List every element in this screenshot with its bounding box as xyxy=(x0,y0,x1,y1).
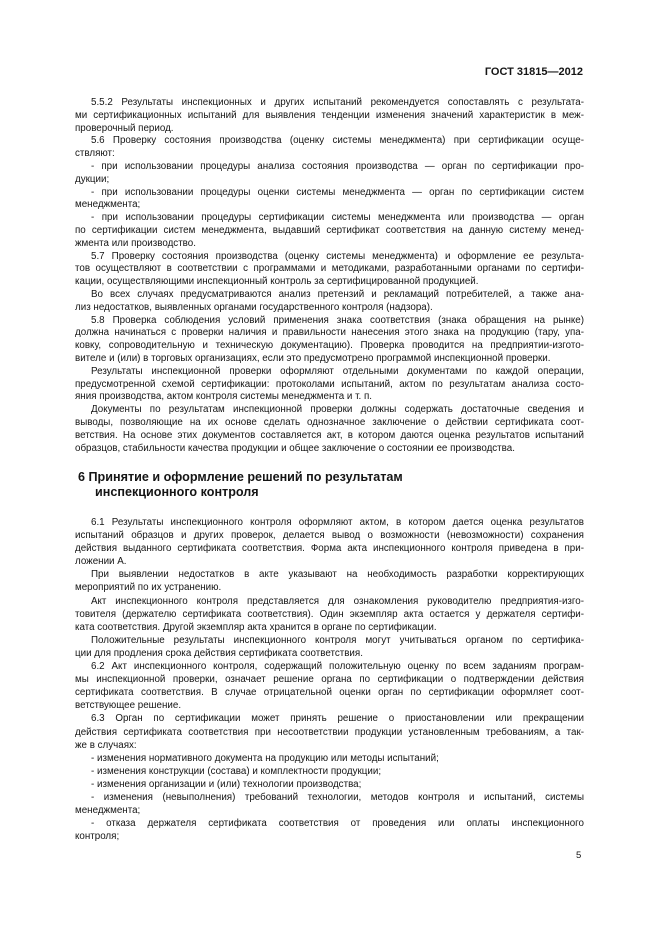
paragraph-line: мероприятий по их устранению. xyxy=(75,582,222,594)
list-item-line: - при использовании процедуры сертификации системы менеджмента или производства — орган xyxy=(91,212,584,224)
list-item-line: - отказа держателя сертификата соответствия от проведения или оплаты инспекционного xyxy=(91,818,584,830)
paragraph-line: Результаты инспекционной проверки оформляют отдельными документами по каждой операции, xyxy=(91,365,584,377)
list-item-line: менеджмента; xyxy=(75,805,141,817)
paragraph-line: товителя (держателю сертификата соответствия). Один экземпляр акта остается у держателя сертифи- xyxy=(75,608,584,620)
paragraph-line: При выявлении недостатков в акте указывают на необходимость разработки корректирующих xyxy=(91,569,584,581)
section-6-heading xyxy=(78,470,578,500)
list-item-line: жмента или производство. xyxy=(75,237,196,249)
paragraph-line: образцов, стабильности качества продукции и общее заключение о состоянии ее производства. xyxy=(75,442,515,454)
paragraph-line: должна начинаться с проверки наличия и правильности нанесения этого знака на продукцию (тару, упа- xyxy=(75,327,584,339)
section-5-continuation xyxy=(75,97,584,455)
list-item-line: контроля; xyxy=(75,831,120,843)
paragraph-line: Во всех случаях предусматриваются анализ претензий и рекламаций потребителей, а также ана- xyxy=(91,288,584,300)
paragraph-line: же в случаях: xyxy=(75,739,137,751)
paragraph-line: выводы, позволяющие на их основе сделать однозначное заключение о действии сертификата соот- xyxy=(75,416,584,428)
paragraph-line: 5.7 Проверку состояния производства (оценку системы менеджмента) и оформление ее результа- xyxy=(91,250,584,262)
paragraph-line: Положительные результаты инспекционного контроля могут учитываться органом по сертифика- xyxy=(91,634,584,646)
paragraph-line: ковку, сопроводительную и техническую документацию). Проверка проводится на предприятии-изгото- xyxy=(75,340,584,352)
list-item-line: менеджмента; xyxy=(75,199,141,211)
paragraph-line: 5.6 Проверку состояния производства (оценку системы менеджмента) при сертификации осуще- xyxy=(91,135,584,147)
paragraph-line: действия сертификата соответствия при несоответствии продукции установленным требованиям, а так- xyxy=(75,726,584,738)
paragraph-line: ката соответствия. Другой экземпляр акта хранится в органе по сертификации. xyxy=(75,621,437,633)
paragraph-line: предусмотренной схемой сертификации: протоколами испытаний, актом по результатам анализа состо- xyxy=(75,378,584,390)
paragraph-line: проверочный период. xyxy=(75,122,174,134)
paragraph-line: кации, осуществляющими инспекционный контроль за сертифицированной продукцией. xyxy=(75,276,479,288)
section-6-body xyxy=(75,516,584,843)
paragraph-line: Акт инспекционного контроля представляется для ознакомления руководителю предприятия-изго- xyxy=(91,595,584,607)
paragraph-line: ми сертификационных испытаний для выявления тенденции изменения значений характеристик в меж- xyxy=(75,109,584,121)
paragraph-line: 6.1 Результаты инспекционного контроля оформляют актом, в котором дается оценка результатов xyxy=(91,517,584,528)
paragraph-line: сертификата соответствия. В случае отрицательной оценки орган по сертификации оформляет соот- xyxy=(75,687,584,699)
paragraph-line: мы инспекционной проверки, означает решение органа по сертификации о подтверждении действия xyxy=(75,674,584,686)
paragraph-line: ствляют: xyxy=(75,148,115,160)
paragraph-line: 6.3 Орган по сертификации может принять решение о приостановлении или прекращении xyxy=(91,713,584,725)
heading-line: 6 Принятие и оформление решений по результатам xyxy=(78,470,403,484)
list-item-line: дукции; xyxy=(75,173,110,185)
list-item-line: по сертификации систем менеджмента, выдавший сертификат соответствия на данную систему менед- xyxy=(75,224,584,236)
paragraph-line: тов осуществляют в соответствии с программами и методиками, разработанными органами по сертифи- xyxy=(75,263,584,275)
list-item-line: - изменения конструкции (состава) и комплектности продукции; xyxy=(91,765,382,777)
paragraph-line: лиз недостатков, выявленных органами государственного контроля (надзора). xyxy=(75,301,433,313)
paragraph-line: 5.8 Проверка соблюдения условий применения знака соответствия (знака обращения на рынке) xyxy=(91,314,584,326)
document-code: ГОСТ 31815—2012 xyxy=(484,66,583,78)
paragraph-line: ложении А. xyxy=(75,556,127,568)
paragraph-line: ветствующее решение. xyxy=(75,700,182,712)
paragraph-line: ции для продления срока действия сертификата соответствия. xyxy=(75,647,363,659)
list-item-line: - при использовании процедуры анализа состояния производства — орган по сертификации про- xyxy=(91,160,584,172)
heading-line: инспекционного контроля xyxy=(95,485,259,499)
paragraph-line: 6.2 Акт инспекционного контроля, содержащий положительную оценку по всем заданиям програм- xyxy=(91,661,584,673)
paragraph-line: ветствия. На основе этих документов составляется акт, в котором даются оценка результатов испытаний xyxy=(75,429,584,441)
paragraph-line: вителе и (или) в торговых организациях, если это предусмотрено программой инспекционной проверки. xyxy=(75,352,551,364)
list-item-line: - изменения организации и (или) технологии производства; xyxy=(91,778,362,790)
list-item-line: - при использовании процедуры оценки системы менеджмента — орган по сертификации систем xyxy=(91,186,584,198)
page-number: 5 xyxy=(576,850,582,861)
list-item-line: - изменения нормативного документа на продукцию или методы испытаний; xyxy=(91,752,439,764)
paragraph-line: действия выданного сертификата соответствия. Форма акта инспекционного контроля приведена в при- xyxy=(75,543,584,555)
paragraph-line: испытаний образцов и других проверок, делается вывод о возможности (невозможности) сохранения xyxy=(75,530,584,542)
paragraph-line: 5.5.2 Результаты инспекционных и других испытаний рекомендуется сопоставлять с результата- xyxy=(91,97,584,108)
paragraph-line: Документы по результатам инспекционной проверки должны содержать достаточные сведения и xyxy=(91,404,584,416)
list-item-line: - изменения (невыполнения) требований технологии, методов контроля и испытаний, системы xyxy=(91,791,584,803)
paragraph-line: яния производства, актом контроля системы менеджмента и т. п. xyxy=(75,391,372,403)
